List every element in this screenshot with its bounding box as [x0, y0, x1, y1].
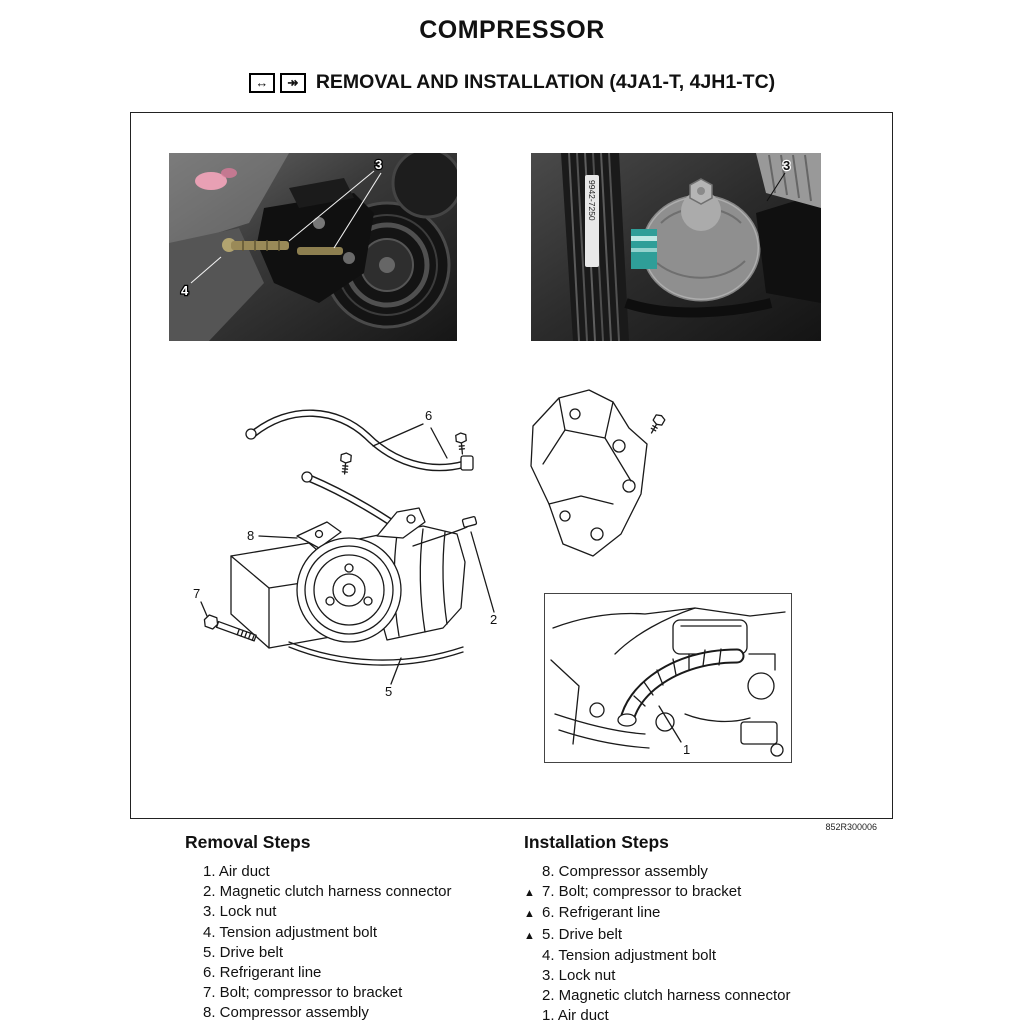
step-text: 7. Bolt; compressor to bracket	[542, 883, 742, 901]
removal-step-2	[185, 882, 535, 902]
callout-6-leader-a	[373, 424, 423, 446]
removal-step-6	[185, 963, 535, 983]
installation-step-6	[524, 903, 874, 924]
step-text: 3. Lock nut	[203, 903, 277, 921]
figure-reference-code: 852R300006	[825, 822, 877, 832]
page-title: COMPRESSOR	[419, 16, 605, 44]
installation-step-4	[524, 946, 874, 966]
removal-step-4	[185, 923, 535, 943]
installation-step-2	[524, 986, 874, 1006]
step-text: 5. Drive belt	[203, 943, 284, 961]
callout-drive-belt: 5	[385, 684, 393, 699]
step-text: 4. Tension adjustment bolt	[542, 946, 717, 964]
triangle-marker-icon: ▲	[524, 887, 535, 900]
removal-step-3	[185, 902, 535, 922]
air-duct-inset	[544, 593, 792, 763]
installation-step-8	[524, 862, 874, 882]
step-text: 2. Magnetic clutch harness connector	[203, 883, 452, 901]
line-bolt-icon-b	[456, 433, 468, 455]
air-duct-inset-svg	[545, 594, 791, 762]
air-duct	[618, 649, 737, 726]
callout-bolt: 7	[193, 586, 201, 601]
triangle-marker-icon: ▲	[524, 908, 535, 921]
drive-belt	[289, 642, 463, 665]
installation-arrows-icon: ↠	[280, 73, 306, 93]
removal-steps-section	[185, 832, 535, 1024]
part-number-label: 9942-7250	[587, 180, 597, 221]
step-text: 5. Drive belt	[542, 925, 623, 943]
step-text: 3. Lock nut	[542, 967, 616, 985]
section-heading: REMOVAL AND INSTALLATION (4JA1-T, 4JH1-TC)	[315, 71, 776, 93]
photo-tension-adjustment	[169, 153, 457, 341]
callout-2-leader	[471, 532, 494, 612]
installation-step-3	[524, 966, 874, 986]
compressor-assembly	[297, 508, 465, 642]
callout-6-leader-b	[431, 428, 447, 458]
removal-step-1	[185, 862, 535, 882]
teal-sticker	[631, 229, 657, 269]
triangle-marker-icon: ▲	[524, 929, 535, 942]
callout-lock-nut: 3	[375, 157, 383, 172]
step-text: 8. Compressor assembly	[203, 1004, 369, 1022]
mounting-bracket	[531, 390, 647, 556]
callout-compressor-assembly: 8	[247, 528, 255, 543]
installation-steps-section	[524, 832, 874, 1024]
installation-steps-heading: Installation Steps	[524, 832, 669, 852]
removal-step-5	[185, 943, 535, 963]
callout-1-leader	[659, 706, 681, 742]
engine-photo-left-svg	[169, 153, 457, 341]
removal-arrows-icon: ↔	[249, 73, 275, 93]
installation-step-1	[524, 1006, 874, 1024]
step-text: 7. Bolt; compressor to bracket	[203, 984, 403, 1002]
removal-step-8	[185, 1003, 535, 1023]
reservoir-box	[741, 722, 777, 744]
callout-8-leader	[259, 536, 297, 538]
step-text: 8. Compressor assembly	[542, 863, 708, 880]
callout-lock-nut: 3	[783, 158, 791, 173]
step-text: 6. Refrigerant line	[542, 904, 661, 922]
callout-5-leader	[391, 658, 401, 684]
step-text: 4. Tension adjustment bolt	[203, 923, 378, 941]
part-number-strip	[585, 175, 599, 267]
bracket-bolt-icon	[647, 413, 666, 435]
figure-frame	[130, 112, 893, 819]
callout-connector: 2	[490, 612, 498, 627]
installation-step-7	[524, 882, 874, 903]
section-heading-row	[0, 71, 1024, 94]
callout-refrigerant-line: 6	[425, 408, 433, 423]
callout-tension-bolt: 4	[181, 283, 189, 298]
step-text: 1. Air duct	[542, 1007, 609, 1024]
step-text: 2. Magnetic clutch harness connector	[542, 987, 791, 1005]
line-bolt-icon-a	[340, 453, 352, 475]
compressor-bolt-icon	[202, 614, 257, 644]
step-text: 6. Refrigerant line	[203, 964, 322, 982]
idler-pulley	[393, 153, 457, 217]
photo-lock-nut	[531, 153, 821, 341]
engine-photo-right-svg	[531, 153, 821, 341]
removal-step-7	[185, 983, 535, 1003]
cap-circle	[771, 744, 783, 756]
removal-steps-heading: Removal Steps	[185, 832, 311, 852]
pink-paint-mark-2	[221, 168, 237, 178]
callout-7-leader	[201, 602, 207, 616]
refrigerant-lines	[246, 413, 473, 542]
callout-air-duct: 1	[683, 742, 691, 757]
installation-step-5	[524, 925, 874, 946]
step-text: 1. Air duct	[203, 863, 270, 880]
